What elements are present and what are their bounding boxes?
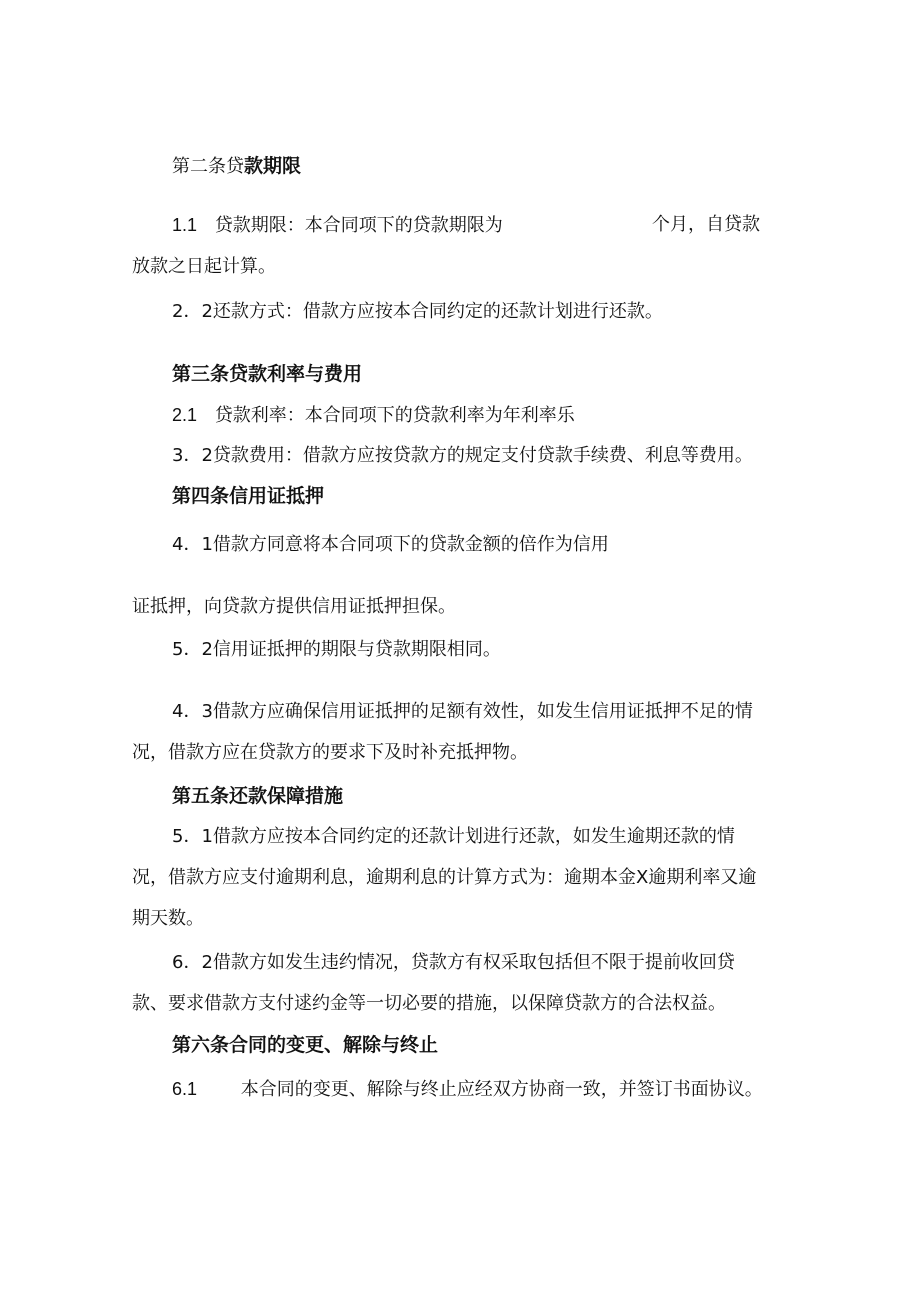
article5-clause1: 5．1借款方应按本合同约定的还款计划进行还款，如发生逾期还款的情 xyxy=(172,826,735,847)
article2-heading-part-b: 款期限 xyxy=(244,155,302,177)
article3-clause1-number: 2.1 xyxy=(172,405,198,425)
article2-heading xyxy=(172,154,301,179)
article4-clause2: 5．2信用证抵押的期限与贷款期限相同。 xyxy=(172,639,501,660)
article3-clause1 xyxy=(172,403,575,428)
article6-heading: 第六条合同的变更、解除与终止 xyxy=(172,1034,439,1056)
article4-clause3: 4．3借款方应确保信用证抵押的足额有效性，如发生信用证抵押不足的情 xyxy=(172,701,753,722)
article4-clause3-continuation: 况，借款方应在贷款方的要求下及时补充抵押物。 xyxy=(132,742,528,763)
article2-heading-part-a: 第二条贷 xyxy=(172,156,244,177)
article4-heading: 第四条信用证抵押 xyxy=(172,485,325,507)
article5-clause1-continuation-2: 期天数。 xyxy=(132,908,204,929)
article5-heading: 第五条还款保障措施 xyxy=(172,785,344,807)
article2-clause1-continuation: 放款之日起计算。 xyxy=(132,256,276,277)
article5-clause2-continuation: 款、要求借款方支付逑约金等一切必要的措施，以保障贷款方的合法权益。 xyxy=(132,993,726,1014)
article2-clause1-number: 1.1 xyxy=(172,215,198,235)
article6-clause1-text: 本合同的变更、解除与终止应经双方协商一致，并签订书面协议。 xyxy=(240,1079,763,1100)
article3-heading: 第三条贷款利率与费用 xyxy=(172,363,363,385)
article6-clause1 xyxy=(172,1077,763,1102)
article2-clause1-text: 贷款期限：本合同项下的贷款期限为 xyxy=(214,215,503,236)
article3-clause1-text: 贷款利率：本合同项下的贷款利率为年利率乐 xyxy=(214,405,575,426)
article5-clause1-continuation-1: 况，借款方应支付逾期利息，逾期利息的计算方式为：逾期本金X逾期利率又逾 xyxy=(132,867,757,888)
article2-clause1-tail: 个月，自贷款 xyxy=(652,214,760,235)
article2-clause2: 2．2还款方式：借款方应按本合同约定的还款计划进行还款。 xyxy=(172,301,663,322)
article3-clause2: 3．2贷款费用：借款方应按贷款方的规定支付贷款手续费、利息等费用。 xyxy=(172,445,753,466)
article4-clause1: 4．1借款方同意将本合同项下的贷款金额的倍作为信用 xyxy=(172,534,609,555)
article4-clause1-continuation: 证抵押，向贷款方提供信用证抵押担保。 xyxy=(132,596,456,617)
article2-clause1 xyxy=(172,213,503,238)
article5-clause2: 6．2借款方如发生违约情况，贷款方有权采取包括但不限于提前收回贷 xyxy=(172,952,735,973)
article6-clause1-number: 6.1 xyxy=(172,1079,198,1099)
